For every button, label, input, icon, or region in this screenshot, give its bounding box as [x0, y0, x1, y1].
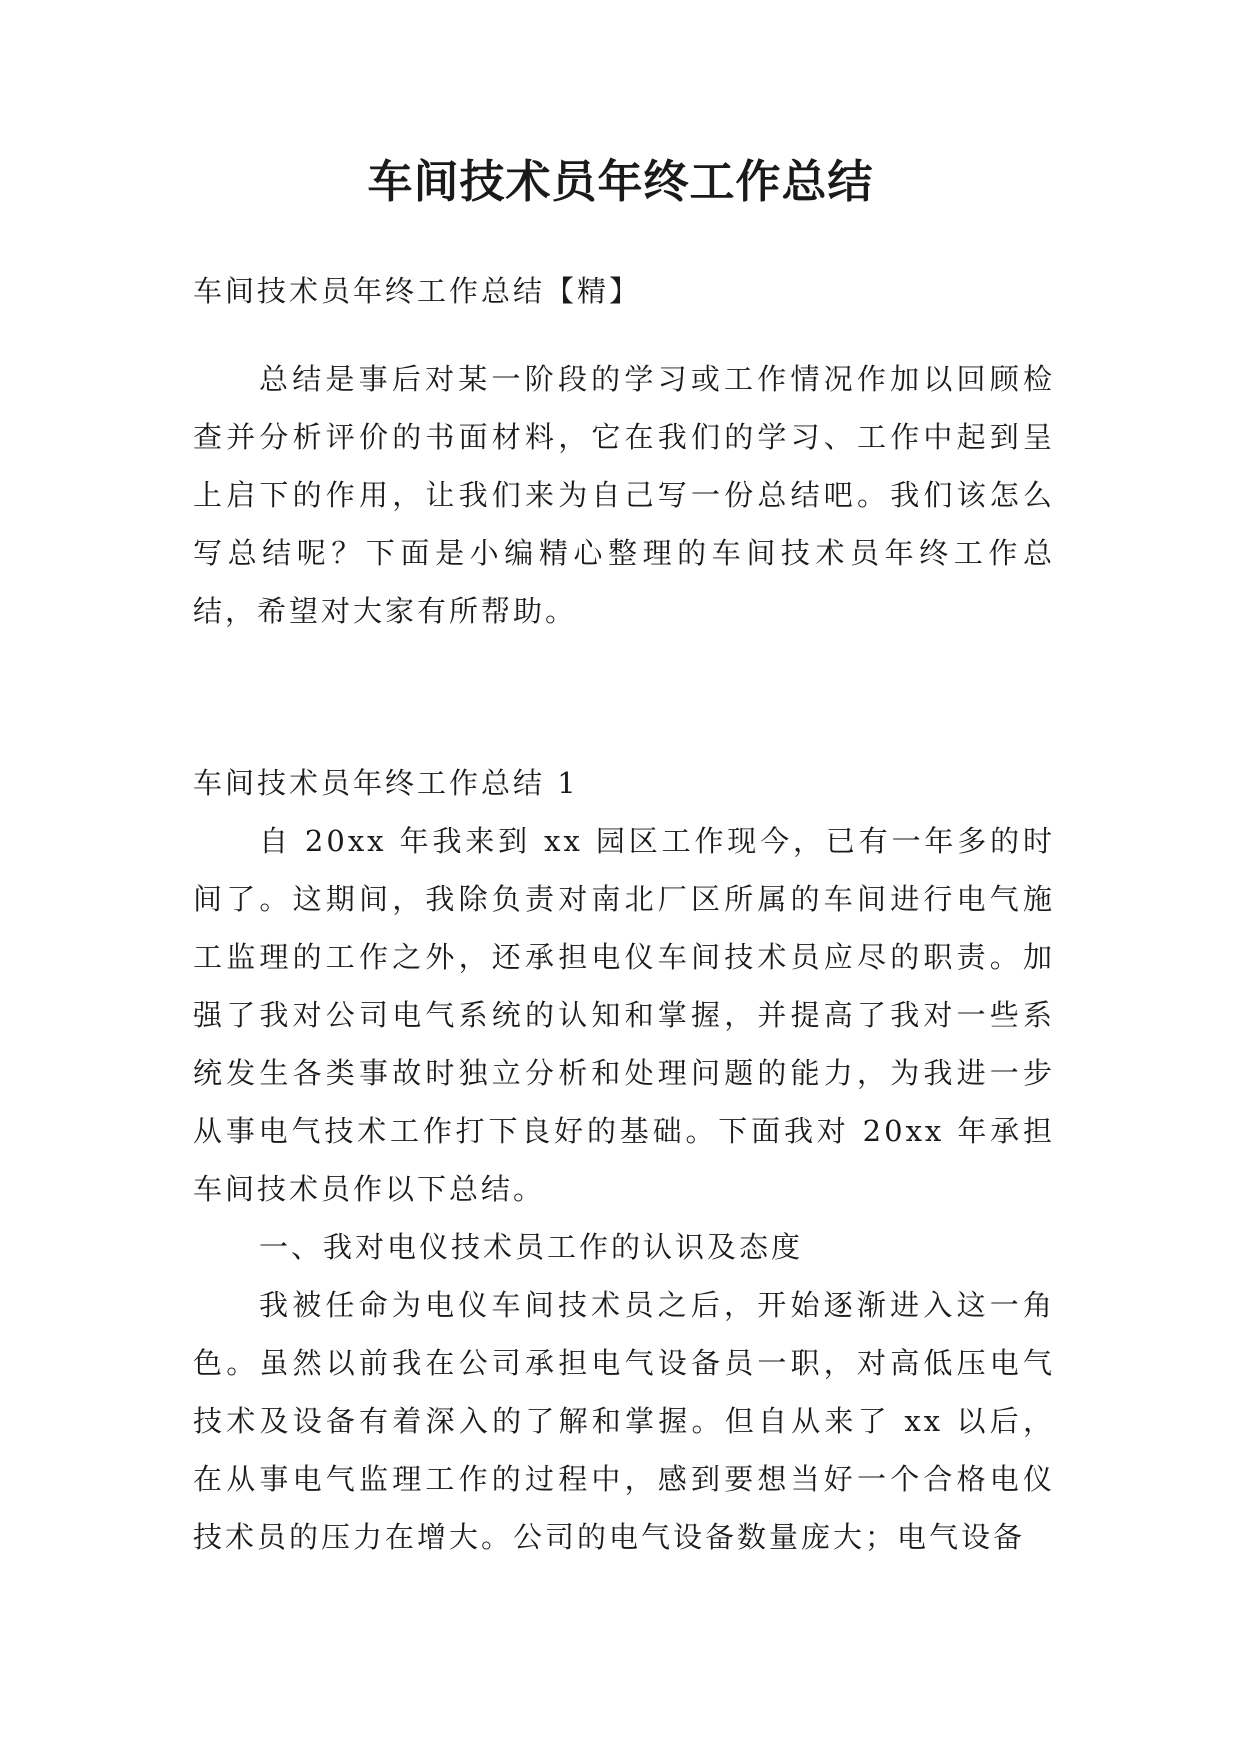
intro-paragraph: 总结是事后对某一阶段的学习或工作情况作加以回顾检查并分析评价的书面材料，它在我们的学习、工作中起到呈上启下的作用，让我们来为自己写一份总结吧。我们该怎么写总结呢？下面是小编精心整理的车间技术员年终工作总结，希望对大家有所帮助。	[193, 362, 1055, 628]
section-paragraph: 我被任命为电仪车间技术员之后，开始逐渐进入这一角色。虽然以前我在公司承担电气设备员一职，对高低压电气技术及设备有着深入的了解和掌握。但自从来了 xx 以后，在从事电气监理工作的过程中，感到要想当好一个合格电仪技术员的压力在增大。公司的电气设备数量庞大；电气设备	[193, 1288, 1055, 1554]
section-paragraph: 自 20xx 年我来到 xx 园区工作现今，已有一年多的时间了。这期间，我除负责对南北厂区所属的车间进行电气施工监理的工作之外，还承担电仪车间技术员应尽的职责。加强了我对公司电气系统的认知和掌握，并提高了我对一些系统发生各类事故时独立分析和处理问题的能力，为我进一步从事电气技术工作打下良好的基础。下面我对 20xx 年承担车间技术员作以下总结。	[193, 824, 1055, 1206]
section-heading: 车间技术员年终工作总结 1	[193, 766, 579, 800]
document-subtitle: 车间技术员年终工作总结【精】	[193, 274, 642, 308]
document-title: 车间技术员年终工作总结	[367, 155, 874, 208]
section-subheading: 一、我对电仪技术员工作的认识及态度	[259, 1230, 804, 1264]
